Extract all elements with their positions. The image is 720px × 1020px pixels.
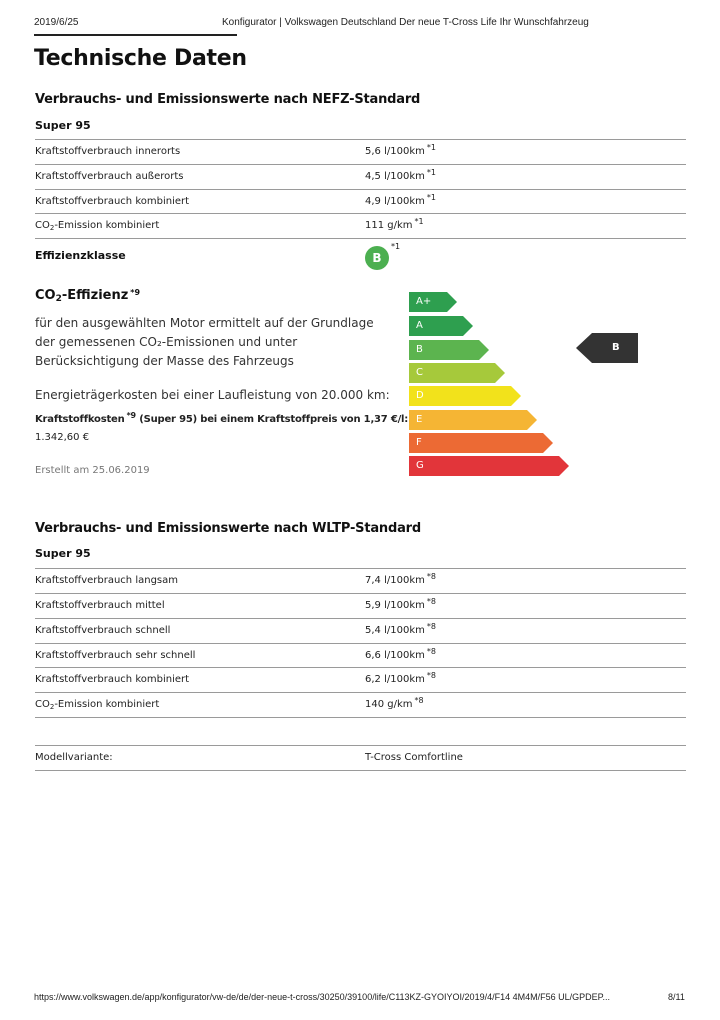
- scale-label-a: A: [416, 320, 423, 331]
- scale-bar-c: [409, 363, 505, 383]
- scale-label-g: G: [416, 460, 424, 471]
- divider: [35, 717, 686, 718]
- fuel-costs-value: 1.342,60 €: [35, 432, 90, 443]
- title-accent-rule: [34, 34, 237, 36]
- created-date: Erstellt am 25.06.2019: [35, 465, 150, 476]
- print-page-number: 8/11: [668, 992, 685, 1002]
- efficiency-class-label: Effizienzklasse: [35, 249, 126, 262]
- nefz-row: Kraftstoffverbrauch kombiniert 4,9 l/100km $^{*1}$: [35, 193, 436, 207]
- wltp-row: Kraftstoffverbrauch kombiniert 6,2 l/100km $^{*8}$: [35, 671, 436, 685]
- wltp-row: $CO_2$-Emission kombiniert 140 g/km $^{*8}$: [35, 696, 424, 711]
- print-url: https://www.volkswagen.de/app/konfigurator/vw-de/de/der-neue-t-cross/30250/39100/life/C113KZ-GYOIYOI/2019/4/F14 4M4M/F56 UL/GPDEP...: [34, 992, 610, 1002]
- print-date: 2019/6/25: [34, 17, 79, 28]
- wltp-fuel-type: Super 95: [35, 547, 91, 560]
- wltp-row: Kraftstoffverbrauch schnell 5,4 l/100km $^{*8}$: [35, 622, 436, 636]
- scale-label-c: C: [416, 367, 423, 378]
- co2-efficiency-heading: $CO_2$-Effizienz $^{*9}$: [35, 288, 141, 304]
- scale-label-e: E: [416, 414, 423, 425]
- nefz-row: Kraftstoffverbrauch außerorts 4,5 l/100km $^{*1}$: [35, 168, 436, 182]
- nefz-row: Kraftstoffverbrauch innerorts 5,6 l/100km $^{*1}$: [35, 143, 436, 157]
- wltp-row: Kraftstoffverbrauch sehr schnell 6,6 l/100km $^{*8}$: [35, 647, 436, 661]
- efficiency-indicator-arrow: [576, 333, 638, 363]
- energy-costs-intro: Energieträgerkosten bei einer Laufleistung von 20.000 km:: [35, 388, 390, 402]
- model-variant-value: T-Cross Comfortline: [365, 752, 463, 763]
- efficiency-class-badge: B: [365, 246, 389, 270]
- nefz-row: $CO_2$-Emission kombiniert 111 g/km $^{*1}$: [35, 217, 424, 232]
- scale-label-a-plus: A+: [416, 296, 432, 307]
- fuel-costs-label: Kraftstoffkosten $^{*9}$ (Super 95) bei einem Kraftstoffpreis von 1,37 €/l:: [35, 411, 409, 425]
- wltp-heading: Verbrauchs- und Emissionswerte nach WLTP-Standard: [35, 521, 421, 536]
- scale-label-f: F: [416, 437, 422, 448]
- efficiency-scale: [409, 292, 571, 477]
- page-title: Technische Daten: [34, 46, 247, 71]
- scale-bar-f: [409, 433, 553, 453]
- divider: [35, 770, 686, 771]
- print-page-title: Konfigurator | Volkswagen Deutschland Der neue T-Cross Life Ihr Wunschfahrzeug: [222, 17, 589, 28]
- nefz-heading: Verbrauchs- und Emissionswerte nach NEFZ-Standard: [35, 92, 421, 107]
- efficiency-class-note: *1: [391, 242, 401, 251]
- scale-label-b: B: [416, 344, 423, 355]
- wltp-row: Kraftstoffverbrauch mittel 5,9 l/100km $^{*8}$: [35, 597, 436, 611]
- co2-description: für den ausgewählten Motor ermittelt auf der Grundlage der gemessenen CO₂-Emissionen und unter Berücksichtigung der Masse des Fahrzeugs: [35, 316, 374, 368]
- model-variant-label: Modellvariante:: [35, 752, 113, 763]
- nefz-fuel-type: Super 95: [35, 119, 91, 132]
- wltp-row: Kraftstoffverbrauch langsam 7,4 l/100km $^{*8}$: [35, 572, 436, 586]
- efficiency-indicator-label: B: [612, 342, 620, 353]
- scale-bar-e: [409, 410, 537, 430]
- scale-bar-g: [409, 456, 569, 476]
- scale-bar-d: [409, 386, 521, 406]
- divider: [35, 238, 686, 239]
- model-variant-row: [35, 746, 686, 770]
- scale-label-d: D: [416, 390, 424, 401]
